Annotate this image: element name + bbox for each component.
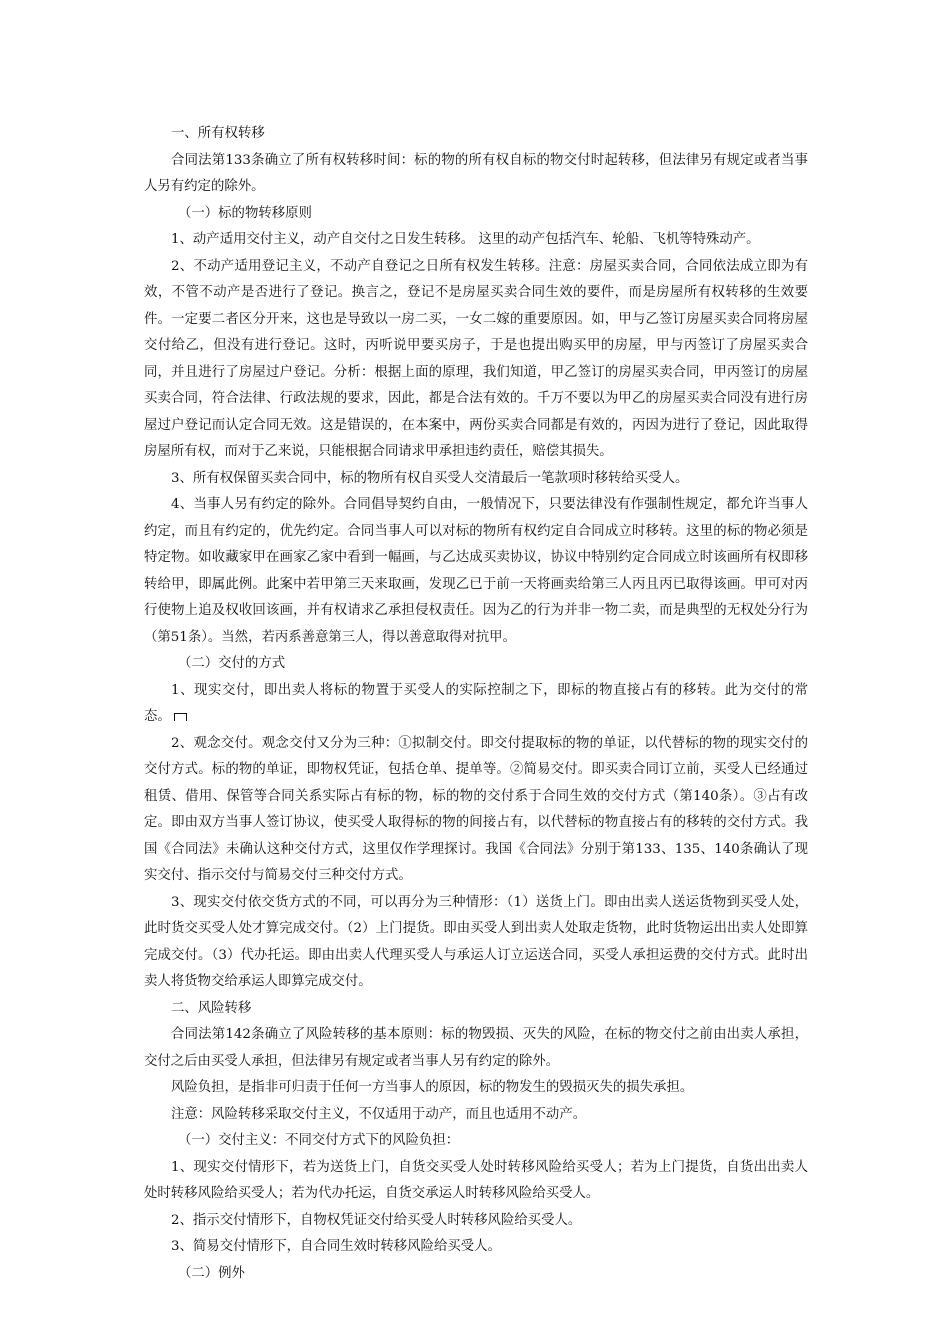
paragraph: 3、简易交付情形下，自合同生效时转移风险给买受人。 (171, 1239, 501, 1254)
subsection-heading: （二）例外 (178, 1265, 245, 1281)
paragraph: 2、观念交付。观念交付又分为三种：①拟制交付。即交付提取标的物的单证，以代替标的物的现实交付的交付方式。标的物的单证，即物权凭证，包括仓单、提单等。②简易交付。即买卖合同订立前，买受人已经通过租赁、借用、保管等合同关系实际占有标的物，标的物的交付系于合同生效的交付方式（第140条）。③占有改定。即由双方当事人签订协议，使买受人取得标的物的间接占有，以代替标的物直接占有的移转的交付方式。我国《合同法》未确认这种交付方式，这里仅作学理探讨。我国《合同法》分别于第133、135、140条确认了现实交付、指示交付与简易交付三种交付方式。 (144, 735, 808, 883)
paragraph: 1、现实交付情形下，若为送货上门，自货交买受人处时转移风险给买受人；若为上门提货，自货出出卖人处时转移风险给买受人；若为代办托运，自货交承运人时转移风险给买受人。 (144, 1159, 808, 1201)
paragraph: 注意：风险转移采取交付主义，不仅适用于动产，而且也适用不动产。 (171, 1106, 587, 1122)
subsection-heading: （二）交付的方式 (178, 656, 286, 671)
paragraph: 2、不动产适用登记主义，不动产自登记之日所有权发生转移。注意：房屋买卖合同，合同依法成立即为有效，不管不动产是否进行了登记。换言之，登记不是房屋买卖合同生效的要件，而是房屋所有权转移的生效要件。一定要二者区分开来，这也是导致以一房二买，一女二嫁的重要原因。如，甲与乙签订房屋买卖合同将房屋交付给乙，但没有进行登记。这时，丙听说甲要买房子，于是也提出购买甲的房屋，甲与丙签订了房屋买卖合同，并且进行了房屋过户登记。分析：根据上面的原理，我们知道，甲乙签订的房屋买卖合同，甲丙签订的房屋买卖合同，符合法律、行政法规的要求，因此，都是合法有效的。千万不要以为甲乙的房屋买卖合同没有进行房屋过户登记而认定合同无效。这是错误的，在本案中，两份买卖合同都是有效的，丙因为进行了登记，因此取得房屋所有权，而对于乙来说，只能根据合同请求甲承担违约责任，赔偿其损失。 (144, 258, 808, 459)
subsection-heading: （一）交付主义：不同交付方式下的风险负担： (178, 1133, 460, 1148)
section-heading-ownership-transfer: 一、所有权转移 (171, 126, 265, 141)
subsection-heading: （一）标的物转移原则 (178, 205, 312, 221)
paragraph: 3、所有权保留买卖合同中，标的物所有权自买受人交清最后一笔款项时移转给买受人。 (171, 470, 689, 486)
paragraph: 合同法第133条确立了所有权转移时间：标的物的所有权自标的物交付时起转移，但法律另有规定或者当事人另有约定的除外。 (144, 152, 808, 194)
paragraph: 3、现实交付依交货方式的不同，可以再分为三种情形：（1）送货上门。即由出卖人送运货物到买受人处，此时货交买受人处才算完成交付。（2）上门提货。即由买受人到出卖人处取走货物，此时货物运出出卖人处即算完成交付。（3）代办托运。即由出卖人代理买受人与承运人订立运送合同，买受人承担运费的交付方式。此时出卖人将货物交给承运人即算完成交付。 (144, 894, 808, 989)
paragraph-with-cursor (144, 678, 808, 731)
paragraph: 2、指示交付情形下，自物权凭证交付给买受人时转移风险给买受人。 (171, 1212, 582, 1228)
paragraph: 4、当事人另有约定的除外。合同倡导契约自由，一般情况下，只要法律没有作强制性规定，都允许当事人约定，而且有约定的，优先约定。合同当事人可以对标的物所有权约定自合同成立时移转。这里的标的物必须是特定物。如收藏家甲在画家乙家中看到一幅画，与乙达成买卖协议，协议中特别约定合同成立时该画所有权即移转给甲，即属此例。此案中若甲第三天来取画，发现乙已于前一天将画卖给第三人丙且丙已取得该画。甲可对丙行使物上追及权收回该画，并有权请求乙承担侵权责任。因为乙的行为并非一物二卖，而是典型的无权处分行为（第51条）。当然，若丙系善意第三人，得以善意取得对抗甲。 (144, 497, 808, 645)
document-body (144, 121, 808, 1287)
paragraph: 合同法第142条确立了风险转移的基本原则：标的物毁损、灭失的风险，在标的物交付之前由出卖人承担，交付之后由买受人承担，但法律另有规定或者当事人另有约定的除外。 (144, 1027, 808, 1069)
paragraph: 风险负担，是指非可归责于任何一方当事人的原因，标的物发生的毁损灭失的损失承担。 (171, 1080, 694, 1095)
text-cursor-icon (174, 713, 187, 721)
paragraph-text: 1、现实交付，即出卖人将标的物置于买受人的实际控制之下，即标的物直接占有的移转。此为交付的常态。 (144, 682, 808, 724)
paragraph: 1、动产适用交付主义，动产自交付之日发生转移。 这里的动产包括汽车、轮船、飞机等特殊动产。 (171, 232, 760, 247)
section-heading-risk-transfer: 二、风险转移 (171, 1000, 252, 1016)
